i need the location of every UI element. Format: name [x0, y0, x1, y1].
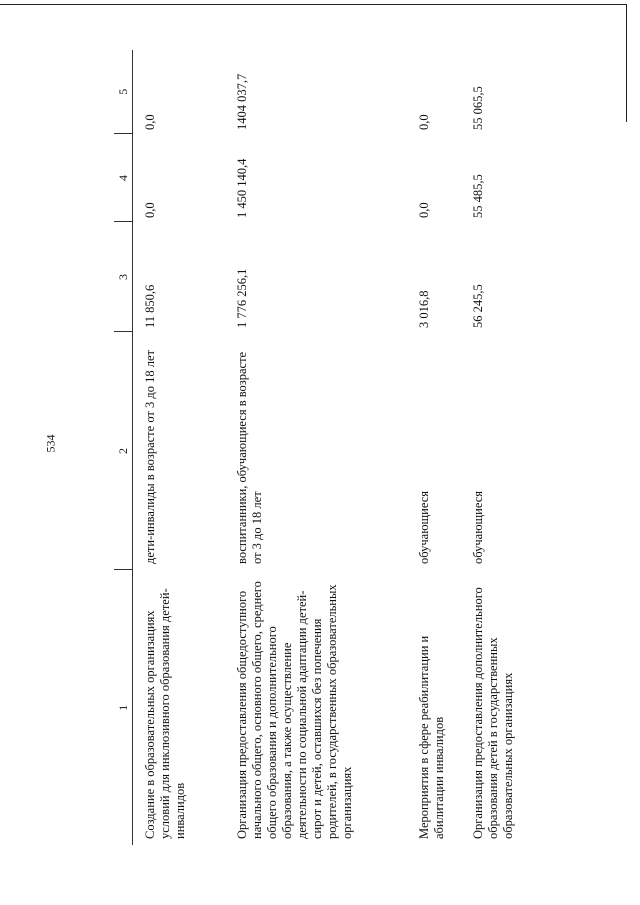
rotated-table-container [114, 50, 584, 845]
row-recipients: дети-инвалиды в возрасте от 3 до 18 лет [143, 350, 157, 564]
row-value-col4: 55 485,5 [471, 174, 485, 218]
row-recipients: обучающиеся [471, 490, 485, 564]
table-header-row [114, 50, 133, 845]
row-value-col4: 0,0 [143, 202, 157, 218]
top-border-line [0, 4, 626, 5]
header-col-4: 4 [114, 134, 133, 222]
page-number: 534 [43, 434, 58, 453]
row-value-col4: 1 450 140,4 [235, 158, 249, 218]
table-row [225, 50, 407, 845]
row-recipients: воспитанники, обучающиеся в возрасте от 3 до 18 лет [235, 351, 264, 564]
row-name: Организация предоставления общедоступного начального общего, основного общего, среднего общего образования и дополнительного образования, а также осуществление деятельности по социальной адаптации детей-сирот и детей, оставшихся без попечения родителей, в государственных образовательных организациях [235, 581, 354, 839]
row-value-col5: 0,0 [417, 114, 431, 130]
header-col-2: 2 [114, 332, 133, 570]
right-border-line [626, 4, 627, 122]
row-value-col4: 0,0 [417, 202, 431, 218]
table-row [133, 50, 226, 845]
row-value-col3: 56 245,5 [471, 284, 485, 328]
row-recipients: обучающиеся [417, 490, 431, 564]
row-value-col3: 3 016,8 [417, 290, 431, 328]
row-name: Мероприятия в сфере реабилитации и абилитации инвалидов [417, 635, 446, 839]
row-name: Организация предоставления дополнительного образования детей в государственных образовательных организациях [471, 587, 515, 839]
header-col-5: 5 [114, 50, 133, 134]
row-value-col3: 11 850,6 [143, 284, 157, 328]
row-name: Создание в образовательных организациях условий для инклюзивного образования детей-инвалидов [143, 588, 187, 839]
table-row [407, 50, 461, 845]
row-value-col5: 55 065,5 [471, 86, 485, 130]
header-col-1: 1 [114, 570, 133, 845]
row-value-col5: 1404 037,7 [235, 73, 249, 130]
row-value-col3: 1 776 256,1 [235, 268, 249, 328]
header-col-3: 3 [114, 222, 133, 332]
row-value-col5: 0,0 [143, 114, 157, 130]
budget-table [114, 50, 551, 845]
table-row [461, 50, 551, 845]
